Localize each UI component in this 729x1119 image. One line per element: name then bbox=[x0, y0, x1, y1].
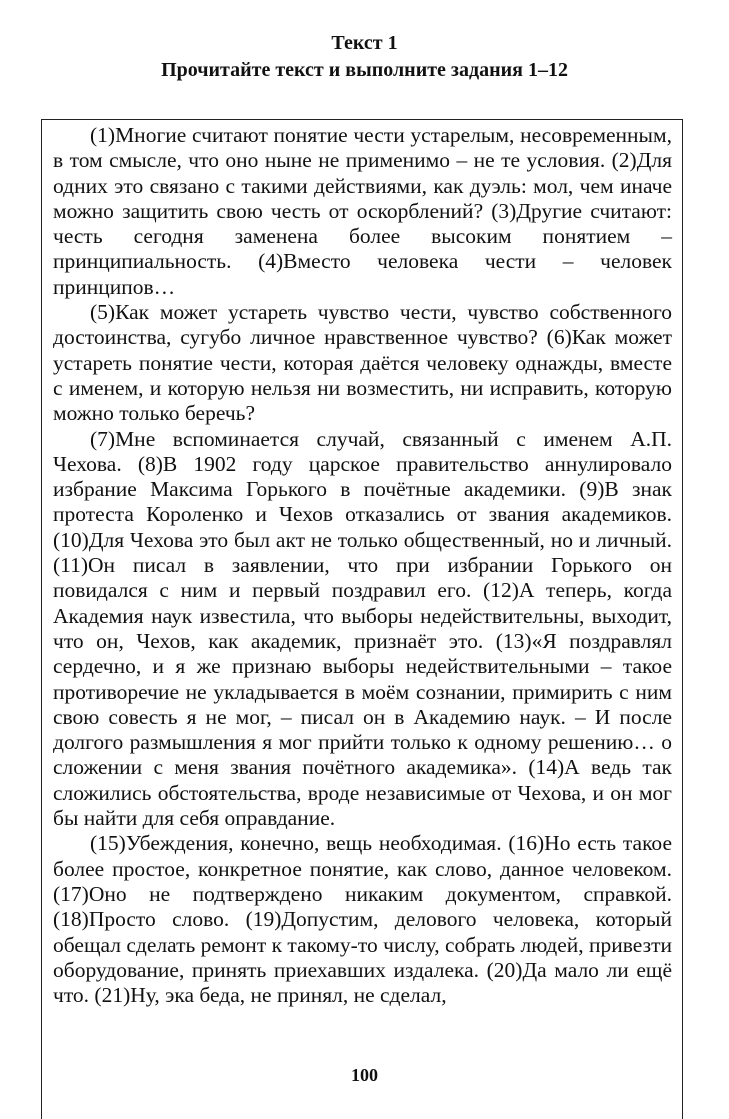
text-title: Текст 1 bbox=[331, 32, 398, 54]
paragraph-1: (1)Многие считают понятие чести устарелым, несовременным, в том смысле, что оно ныне не применимо – не те условия. (2)Для одних это связано с такими действиями, как дуэль: мол, чем иначе можно защитить свою честь от оскорблений? (3)Другие считают: честь сегодня заменена более высоким понятием – принципиальность. (4)Вместо человека чести – человек принципов… bbox=[53, 123, 672, 299]
page-number: 100 bbox=[351, 1065, 378, 1085]
paragraph-2: (5)Как может устареть чувство чести, чувство собственного достоинства, сугубо личное нравственное чувство? (6)Как может устареть понятие чести, которая даётся человеку однажды, вместе с именем, и которую нельзя ни возместить, ни исправить, которую можно только беречь? bbox=[53, 300, 672, 426]
paragraph-3: (7)Мне вспоминается случай, связанный с именем А.П. Чехова. (8)В 1902 году царское правительство аннулировало избрание Максима Горького в почётные академики. (9)В знак протеста Короленко и Чехов отказались от звания академиков. (10)Для Чехова это был акт не только общественный, но и личный. (11)Он писал в заявлении, что при избрании Горького он повидался с ним и первый поздравил его. (12)А теперь, когда Академия наук известила, что выборы недействительны, выходит, что он, Чехов, как академик, признаёт это. (13)«Я поздравлял сердечно, и я же признаю выборы недействительными – такое противоречие не укладывается в моём сознании, примирить с ним свою совесть я не мог, – писал он в Академию наук. – И после долгого размышления я мог прийти только к одному решению… о сложении с меня звания почётного академика». (14)А ведь так сложились обстоятельства, вроде независимые от Чехова, и он мог бы найти для себя оправдание. bbox=[53, 426, 672, 831]
reading-text-box bbox=[41, 119, 683, 1119]
paragraph-4: (15)Убеждения, конечно, вещь необходимая. (16)Но есть такое более простое, конкретное понятие, как слово, данное человеком. (17)Оно не подтверждено никаким документом, справкой. (18)Просто слово. (19)Допустим, делового человека, который обещал сделать ремонт к такому-то числу, собрать людей, привезти оборудование, принять приехавших издалека. (20)Да мало ли ещё что. (21)Ну, эка беда, не принял, не сделал, bbox=[53, 831, 672, 1008]
task-instruction: Прочитайте текст и выполните задания 1–12 bbox=[161, 59, 568, 81]
page-header bbox=[0, 30, 729, 84]
